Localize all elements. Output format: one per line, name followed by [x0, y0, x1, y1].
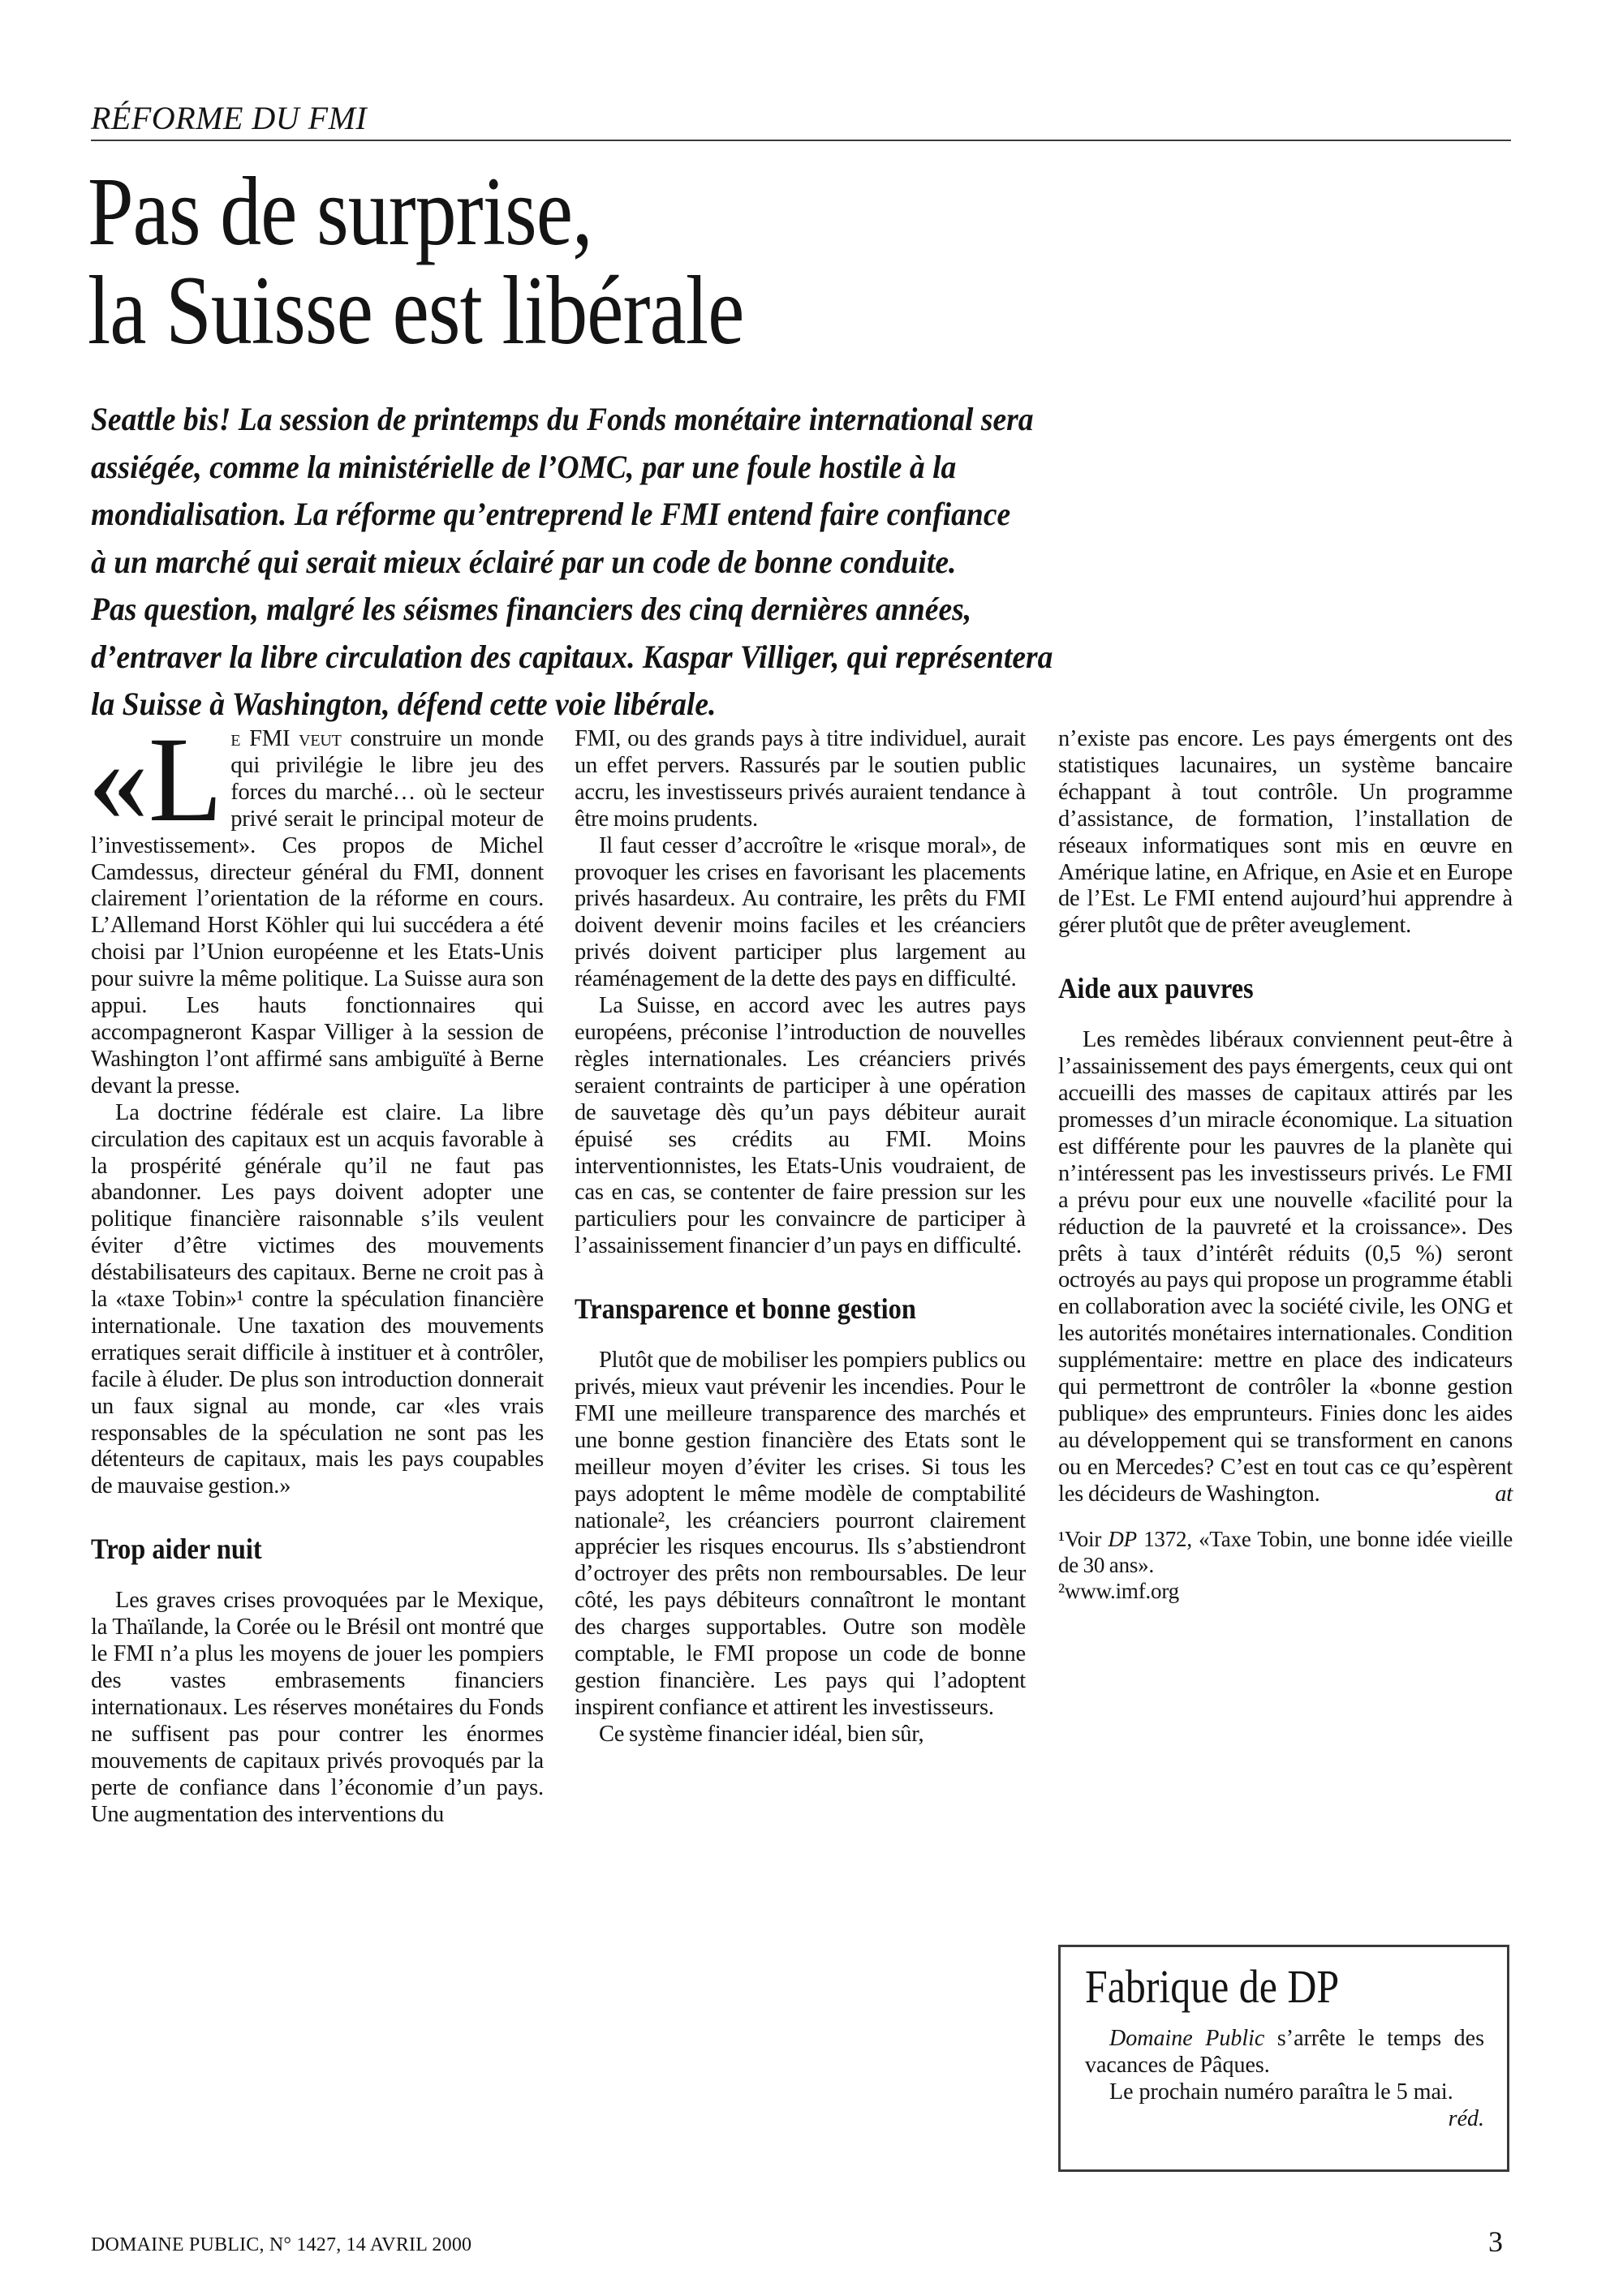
section-rubric: RÉFORME DU FMI [91, 99, 1511, 141]
author-signature: at [1495, 1481, 1513, 1507]
lead-line: à un marché qui serait mieux éclairé par un code de bonne conduite. [91, 543, 957, 580]
article-column-3 [1058, 726, 1513, 1604]
article-paragraph: La doctrine fédérale est claire. La libre circulation des capitaux est un acquis favorable à la prospérité générale qu’il ne faut pas abandonner. Les pays doivent adopter une politique financière raisonnable s’ils veulent éviter d’être victimes des mouvements déstabilisateurs des capitaux. Berne ne croit pas à la «taxe Tobin»¹ contre la spéculation financière internationale. Une taxation des mouvements erratiques serait difficile à instituer et à contrôler, facile à éluder. De plus son introduction donnerait un faux signal au monde, car «les vrais responsables de la spéculation ne sont pas les détenteurs de capitaux, mais les pays coupables de mauvaise gestion.» [91, 1099, 544, 1499]
article-paragraph: Les graves crises provoquées par le Mexique, la Thaïlande, la Corée ou le Brésil ont montré que le FMI n’a plus les moyens de jouer les pompiers des vastes embrasements financiers internationaux. Les réserves monétaires du Fonds ne suffisent pas pour contrer les énormes mouvements de capitaux privés provoqués par la perte de confiance dans l’économie d’un pays. Une augmentation des interventions du [91, 1588, 544, 1827]
footnote-dp: DP [1108, 1526, 1137, 1551]
article-paragraph: Il faut cesser d’accroître le «risque moral», de provoquer les crises en favorisant les placements privés hasardeux. Au contraire, les prêts du FMI doivent devenir moins faciles et les créanciers privés doivent participer plus largement au réaménagement de la dette des pays en difficulté. [575, 832, 1026, 992]
subheading-aide-aux-pauvres: Aide aux pauvres [1058, 972, 1254, 1005]
article-paragraph-continued: FMI, ou des grands pays à titre individuel, aurait un effet pervers. Rassurés par le soutien public accru, les investisseurs privés auraient tendance à être moins prudents. [575, 726, 1026, 832]
article-paragraph-continued: n’existe pas encore. Les pays émergents ont des statistiques lacunaires, un système bancaire échappant à tout contrôle. Un programme d’assistance, de formation, l’installation de réseaux informatiques sont mis en œuvre en Amérique latine, en Afrique, en Asie et en Europe de l’Est. Le FMI entend aujourd’hui apprendre à gérer plutôt que de prêter aveuglement. [1058, 726, 1513, 939]
lead-paragraph [91, 396, 1357, 729]
footnotes [1058, 1526, 1513, 1604]
footnote-text: 1372, «Taxe Tobin, une bonne idée vieille de 30 ans». [1058, 1526, 1513, 1577]
article-paragraph: La Suisse, en accord avec les autres pays européens, préconise l’introduction de nouvelles règles internationales. Les créanciers privés seraient contraints de participer à une opération de sauvetage dès qu’un pays débiteur aurait épuisé ses crédits au FMI. Moins interventionnistes, les Etats-Unis voudraient, de cas en cas, se contenter de faire pression sur les particuliers pour les convaincre de participer à l’assainissement financier d’un pays en difficulté. [575, 993, 1026, 1259]
box-paragraph [1085, 2025, 1484, 2079]
lead-line: mondialisation. La réforme qu’entreprend le FMI entend faire confiance [91, 496, 1011, 532]
box-title: Fabrique de DP [1085, 1960, 1340, 2013]
page-number: 3 [1488, 2225, 1503, 2258]
lead-line: d’entraver la libre circulation des capitaux. Kaspar Villiger, qui représentera [91, 638, 1053, 675]
article-column-1 [88, 712, 544, 1828]
lead-line: assiégée, comme la ministérielle de l’OMC, par une foule hostile à la [91, 448, 957, 485]
footnote-2: ²www.imf.org [1058, 1578, 1179, 1603]
paragraph-text: Les remèdes libéraux conviennent peut-être à l’assainissement des pays émergents, ceux qui ont accueilli des masses de capitaux attirés par les promesses d’un miracle économique. La situation est différente pour les pauvres de la planète qui n’intéressent pas les investisseurs privés. Le FMI a prévu pour eux une nouvelle «facilité pour la réduction de la pauvreté et la croissance». Des prêts à taux d’intérêt réduits (0,5 %) seront octroyés au pays qui propose un programme établi en collaboration avec la société civile, les ONG et les autorités monétaires internationales. Condition supplémentaire: mettre en place des indicateurs qui permettront de contrôler la «bonne gestion publique» des emprunteurs. Finies donc les aides au développement qui se transforment en canons ou en Mercedes? C’est en tout cas ce qu’espèrent les décideurs de Washington. [1058, 1027, 1513, 1507]
footnote-1 [1058, 1526, 1513, 1578]
lead-line: Pas question, malgré les séismes financiers des cinq dernières années, [91, 591, 972, 627]
footer-issue-info: DOMAINE PUBLIC, N° 1427, 14 AVRIL 2000 [91, 2234, 472, 2255]
subheading-trop-aider-nuit: Trop aider nuit [91, 1533, 262, 1566]
fabrique-de-dp-box [1058, 1945, 1509, 2172]
box-text: Le prochain numéro paraîtra le 5 mai. [1109, 2079, 1453, 2105]
footnote-text: ¹Voir [1058, 1526, 1109, 1551]
article-paragraph [1058, 1027, 1513, 1507]
publication-name: Domaine Public [1109, 2026, 1265, 2051]
article-column-2 [575, 726, 1026, 1748]
article-paragraph [88, 712, 544, 1100]
headline [88, 157, 869, 365]
box-text: s’arrête le temps des vacances de Pâques. [1085, 2026, 1484, 2078]
opening-small-caps: e FMI veut [230, 726, 342, 751]
headline-line-2: la Suisse est libérale [88, 256, 744, 365]
lead-line: la Suisse à Washington, défend cette voie libérale. [91, 686, 717, 722]
subheading-transparence: Transparence et bonne gestion [575, 1292, 916, 1326]
drop-cap: «L [88, 712, 223, 847]
box-paragraph [1085, 2079, 1484, 2131]
paragraph-text: construire un monde qui privilégie le libre jeu des forces du marché… où le secteur privé serait le principal moteur de l’investissement». Ces propos de Michel Camdessus, directeur général du FMI, donnent clairement l’orientation de la réforme en cours. L’Allemand Horst Köhler qui lui succédera a été choisi par l’Union européenne et les Etats-Unis pour suivre la même politique. La Suisse aura son appui. Les hauts fonctionnaires qui accompagneront Kaspar Villiger à la session de Washington l’ont affirmé sans ambiguïté à Berne devant la presse. [91, 726, 544, 1099]
box-signature: réd. [1448, 2106, 1484, 2131]
article-paragraph: Plutôt que de mobiliser les pompiers publics ou privés, mieux vaut prévenir les incendies. Pour le FMI une meilleure transparence des marchés et une bonne gestion financière des Etats sont le meilleur moyen d’éviter les crises. Si tous les pays adoptent le même modèle de comptabilité nationale², les créanciers pourront clairement apprécier les risques encourus. Ils s’abstiendront d’octroyer des prêts non remboursables. De leur côté, les pays débiteurs connaîtront le montant des charges supportables. Outre son modèle comptable, le FMI propose un code de bonne gestion financière. Les pays qui l’adoptent inspirent confiance et attirent les investisseurs. [575, 1348, 1026, 1720]
article-paragraph: Ce système financier idéal, bien sûr, [599, 1721, 924, 1747]
headline-line-1: Pas de surprise, [88, 157, 592, 266]
lead-line: Seattle bis! La session de printemps du Fonds monétaire international sera [91, 401, 1034, 437]
